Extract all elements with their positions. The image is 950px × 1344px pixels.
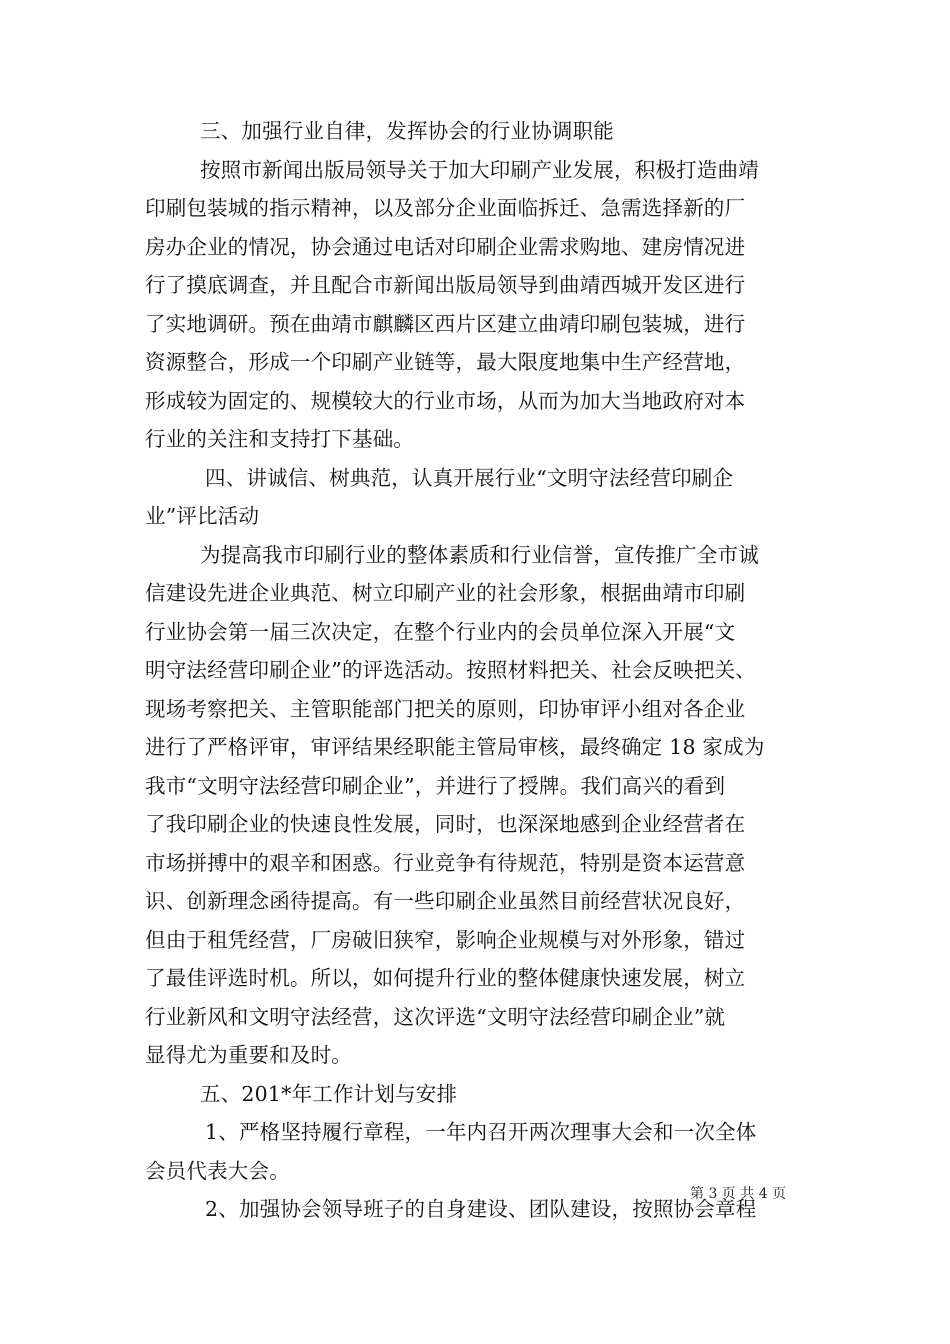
text-line: 1、严格坚持履行章程，一年内召开两次理事大会和一次全体 <box>205 1120 757 1144</box>
text-line: 为提高我市印刷行业的整体素质和行业信誉，宣传推广全市诚 <box>200 542 759 567</box>
text-line: 现场考察把关、主管职能部门把关的原则，印协审评小组对各企业 <box>145 696 746 721</box>
text-line: 房办企业的情况，协会通过电话对印刷企业需求购地、建房情况进 <box>145 234 746 259</box>
text-line: 但由于租凭经营，厂房破旧狭窄，影响企业规模与对外形象，错过 <box>145 927 746 952</box>
paragraph-para-4 <box>145 536 810 1075</box>
text-line: 业”评比活动 <box>145 504 260 528</box>
text-line: 四、讲诚信、树典范，认真开展行业“文明守法经营印刷企 <box>205 465 734 490</box>
page-number-footer: 第 3 页 共 4 页 <box>690 1186 787 1202</box>
text-line: 识、创新理念函待提高。有一些印刷企业虽然目前经营状况良好， <box>145 889 746 913</box>
text-line: 行业协会第一届三次决定，在整个行业内的会员单位深入开展“文 <box>145 619 736 644</box>
text-line: 行业新风和文明守法经营，这次评选“文明守法经营印刷企业”就 <box>145 1004 726 1029</box>
text-line: 按照市新闻出版局领导关于加大印刷产业发展，积极打造曲靖 <box>200 157 759 182</box>
text-line: 资源整合，形成一个印刷产业链等，最大限度地集中生产经营地， <box>145 350 746 374</box>
paragraph-item-1 <box>145 1113 810 1190</box>
text-line: 形成较为固定的、规模较大的行业市场，从而为加大当地政府对本 <box>145 388 746 413</box>
text-line: 进行了严格评审，审评结果经职能主管局审核，最终确定 18 家成为 <box>145 735 765 759</box>
text-line: 信建设先进企业典范、树立印刷产业的社会形象，根据曲靖市印刷 <box>145 581 746 605</box>
text-line: 2、加强协会领导班子的自身建设、团队建设，按照协会章程 <box>205 1197 757 1221</box>
text-line: 了我印刷企业的快速良性发展，同时，也深深地感到企业经营者在 <box>145 812 746 836</box>
text-line: 五、201*年工作计划与安排 <box>200 1081 458 1106</box>
paragraph-para-3 <box>145 151 810 459</box>
text-line: 印刷包装城的指示精神，以及部分企业面临拆迁、急需选择新的厂 <box>145 196 746 220</box>
text-line: 显得尤为重要和及时。 <box>145 1043 352 1067</box>
text-line: 明守法经营印刷企业”的评选活动。按照材料把关、社会反映把关、 <box>145 658 756 682</box>
document-page <box>145 112 810 1229</box>
text-line: 我市“文明守法经营印刷企业”，并进行了授牌。我们高兴的看到 <box>145 773 726 798</box>
text-line: 行业的关注和支持打下基础。 <box>145 427 415 451</box>
text-line: 会员代表大会。 <box>145 1158 290 1183</box>
text-line: 市场拼搏中的艰辛和困惑。行业竞争有待规范，特别是资本运营意 <box>145 850 746 875</box>
paragraph-heading-5 <box>145 1075 810 1114</box>
text-line: 了实地调研。预在曲靖市麒麟区西片区建立曲靖印刷包装城，进行 <box>145 311 746 336</box>
text-line: 了最佳评选时机。所以，如何提升行业的整体健康快速发展，树立 <box>145 966 746 990</box>
text-line: 行了摸底调查，并且配合市新闻出版局领导到曲靖西城开发区进行 <box>145 273 746 297</box>
paragraph-heading-4 <box>145 459 810 536</box>
paragraph-heading-3 <box>145 112 810 151</box>
text-line: 三、加强行业自律，发挥协会的行业协调职能 <box>200 119 614 143</box>
